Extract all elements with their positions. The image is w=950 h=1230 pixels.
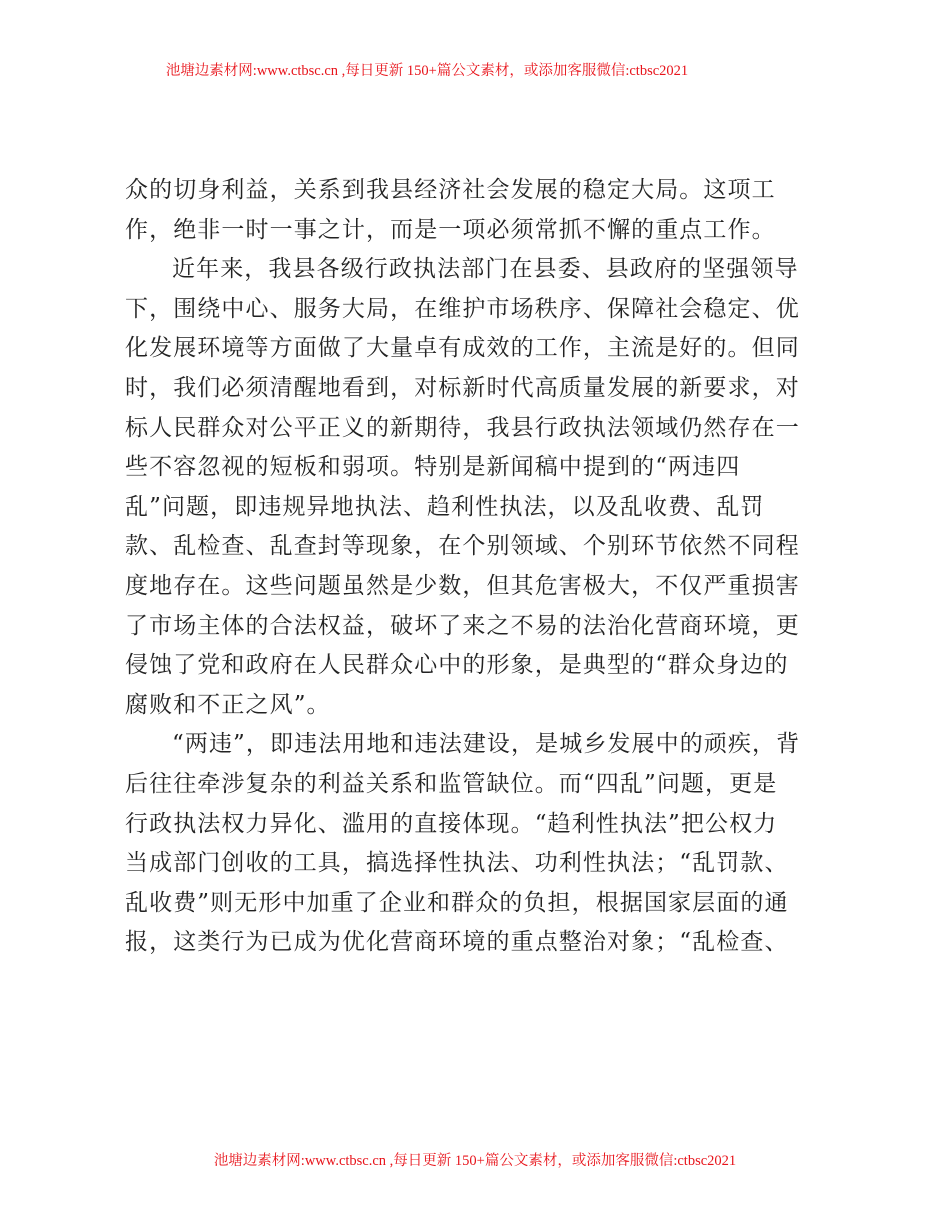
text-line: 侵蚀了党和政府在人民群众心中的形象，是典型的“群众身边的 bbox=[125, 652, 789, 679]
text-line: 乱收费”则无形中加重了企业和群众的负担，根据国家层面的通 bbox=[125, 889, 789, 916]
text-line: 当成部门创收的工具，搞选择性执法、功利性执法；“乱罚款、 bbox=[125, 850, 789, 877]
text-line: 腐败和不正之风”。 bbox=[125, 691, 331, 718]
text-line: 标人民群众对公平正义的新期待，我县行政执法领域仍然存在一 bbox=[125, 414, 800, 441]
text-line: 度地存在。这些问题虽然是少数，但其危害极大，不仅严重损害 bbox=[125, 572, 800, 599]
text-line: 行政执法权力异化、滥用的直接体现。“趋利性执法”把公权力 bbox=[125, 810, 778, 837]
text-line: 时，我们必须清醒地看到，对标新时代高质量发展的新要求，对 bbox=[125, 374, 800, 401]
text-line: 报，这类行为已成为优化营商环境的重点整治对象；“乱检查、 bbox=[125, 929, 789, 956]
text-line: 作，绝非一时一事之计，而是一项必须常抓不懈的重点工作。 bbox=[125, 216, 776, 243]
text-line: 众的切身利益，关系到我县经济社会发展的稳定大局。这项工 bbox=[125, 177, 776, 203]
text-line: 乱”问题，即违规异地执法、趋利性执法，以及乱收费、乱罚 bbox=[125, 493, 765, 520]
text-line: 下，围绕中心、服务大局，在维护市场秩序、保障社会稳定、优 bbox=[125, 295, 800, 322]
text-line: 了市场主体的合法权益，破坏了来之不易的法治化营商环境，更 bbox=[125, 612, 800, 639]
document-body bbox=[125, 171, 825, 963]
header-watermark: 池塘边素材网:www.ctbsc.cn ,每日更新 150+篇公文素材，或添加客服微信:ctbsc2021 bbox=[165, 63, 689, 79]
paragraph-start-line: “两违”，即违法用地和违法建设，是城乡发展中的顽疾，背 bbox=[172, 731, 801, 758]
footer-watermark: 池塘边素材网:www.ctbsc.cn ,每日更新 150+篇公文素材，或添加客服微信:ctbsc2021 bbox=[213, 1153, 737, 1169]
text-line: 款、乱检查、乱查封等现象，在个别领域、个别环节依然不同程 bbox=[125, 533, 800, 560]
text-line: 后往往牵涉复杂的利益关系和监管缺位。而“四乱”问题，更是 bbox=[125, 770, 778, 797]
text-line: 些不容忽视的短板和弱项。特别是新闻稿中提到的“两违四 bbox=[125, 454, 741, 481]
text-line: 化发展环境等方面做了大量卓有成效的工作，主流是好的。但同 bbox=[125, 335, 800, 362]
paragraph-start-line: 近年来，我县各级行政执法部门在县委、县政府的坚强领导 bbox=[172, 256, 799, 283]
